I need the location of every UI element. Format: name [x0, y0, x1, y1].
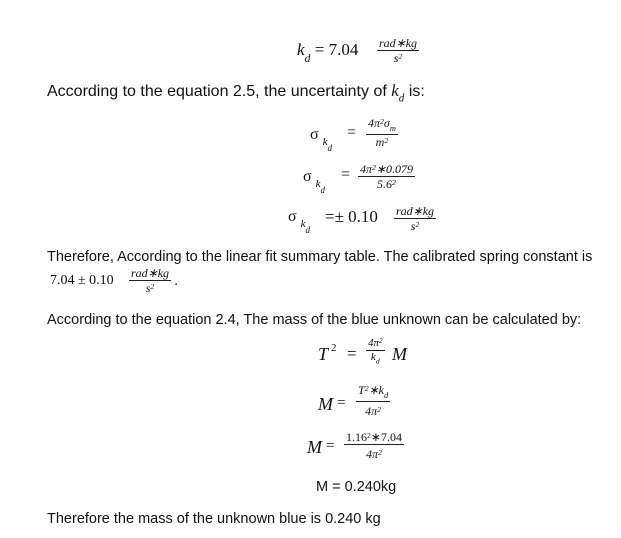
equation-kd-value [297, 40, 358, 66]
sigma1-num-4pi: 4π [368, 116, 381, 130]
kd-unit-numerator: rad∗kg [379, 36, 418, 50]
kd-unit-fraction [377, 37, 419, 64]
period-den-k: k [370, 351, 376, 363]
sigma3-unit-denominator: s [410, 219, 416, 233]
mass-eq2-num-factor: ∗7.04 [370, 430, 402, 444]
mass-eq1-num-T: T [358, 383, 365, 397]
sigma1-fraction [366, 117, 398, 148]
sigma2-num-value: ∗0.079 [375, 162, 413, 176]
sigma2-sub-d: d [320, 185, 326, 195]
mass-eq1-fraction [356, 384, 390, 417]
period-den-d: d [375, 356, 380, 366]
uncertainty-intro-colon: is: [408, 83, 425, 100]
period-M: M [392, 344, 407, 364]
equation-sigma-result [288, 208, 311, 235]
period-num-4pi: 4π [368, 337, 380, 349]
equation-period [318, 344, 337, 365]
sigma2-sub-k: k [315, 178, 321, 190]
result-kd-value: 7.04 ± 0.10 [50, 273, 114, 288]
mass-eq2-M: M [307, 437, 322, 457]
sigma2-den-value: 5.6 [377, 177, 393, 191]
sigma2-num-4pi: 4π [360, 162, 373, 176]
period-T-power: 2 [331, 342, 337, 354]
sigma1-equals: = [347, 124, 357, 141]
mass-eq2-num-power: 2 [367, 430, 371, 440]
mass-eq2-num-value: 1.16 [346, 430, 367, 444]
mass-eq2-equals: = [326, 438, 335, 454]
period-equals: = [347, 344, 357, 363]
result-kd-unit-numerator: rad∗kg [131, 266, 170, 280]
sigma1-sub-k: k [322, 136, 328, 148]
sigma1-symbol: σ [310, 126, 319, 143]
result-kd-unit-fraction [129, 267, 171, 294]
period-T: T [318, 344, 329, 364]
sigma2-num-power: 2 [372, 162, 376, 172]
mass-result: M = 0.240kg [316, 479, 397, 495]
kd-equals-value: = 7.04 [314, 40, 359, 59]
mass-eq2-den-power: 2 [378, 447, 382, 457]
sigma3-value: =± 0.10 [325, 207, 378, 226]
sigma3-unit-denominator-power: 2 [415, 219, 420, 229]
kd-symbol: k [297, 40, 305, 59]
paragraph-uncertainty-intro [47, 81, 425, 104]
period-num-power: 2 [379, 337, 383, 346]
sigma3-symbol: σ [288, 208, 297, 225]
equation-sigma-general [310, 126, 333, 153]
sigma2-den-power: 2 [392, 177, 396, 187]
sigma1-sub-d: d [327, 143, 333, 153]
kd-subscript: d [304, 50, 311, 65]
result-kd-unit-denominator-power: 2 [150, 281, 155, 291]
mass-eq2-den-4pi: 4π [366, 447, 379, 461]
sigma1-num-power: 2 [380, 116, 384, 126]
result-kd-period: . [174, 272, 179, 289]
kd-unit-denominator-power: 2 [398, 51, 403, 61]
uncertainty-intro-text: According to the equation 2.5, the uncertainty of [47, 83, 387, 100]
period-fraction [366, 338, 385, 365]
paragraph-final-conclusion: Therefore the mass of the unknown blue is 0.240 kg [47, 511, 381, 527]
sigma3-unit-fraction [394, 205, 436, 232]
paragraph-mass-intro: According to the equation 2.4, The mass of the blue unknown can be calculated by: [47, 312, 582, 328]
sigma2-fraction [358, 163, 415, 190]
sigma3-sub-d: d [305, 225, 311, 235]
mass-eq1-den-4pi: 4π [365, 404, 378, 419]
uncertainty-kd-symbol: k [391, 81, 399, 100]
equation-sigma-substituted [303, 168, 326, 195]
result-kd-unit-denominator: s [145, 281, 151, 295]
uncertainty-kd-subscript: d [398, 92, 405, 105]
mass-eq1-M: M [318, 394, 333, 414]
mass-eq2-fraction [344, 431, 404, 460]
mass-eq1-equals: = [337, 395, 346, 411]
sigma2-equals: = [341, 166, 351, 183]
sigma3-unit-numerator: rad∗kg [396, 204, 435, 218]
sigma2-symbol: σ [303, 168, 312, 185]
sigma1-den-power: 2 [384, 136, 389, 146]
sigma3-sub-k: k [300, 218, 306, 230]
kd-unit-denominator: s [393, 51, 399, 65]
mass-eq1-num-power: 2 [364, 383, 369, 393]
mass-eq1-den-power: 2 [377, 405, 382, 415]
sigma1-num-sub-m: m [389, 123, 396, 133]
sigma1-den-m: m [375, 135, 385, 150]
sigma1-num-sigma: σ [383, 116, 390, 130]
mass-eq1-num-d: d [383, 390, 389, 400]
paragraph-therefore-spring-constant: Therefore, According to the linear fit summary table. The calibrated spring constant is [47, 249, 593, 265]
mass-eq1-num-k: ∗k [368, 383, 384, 397]
